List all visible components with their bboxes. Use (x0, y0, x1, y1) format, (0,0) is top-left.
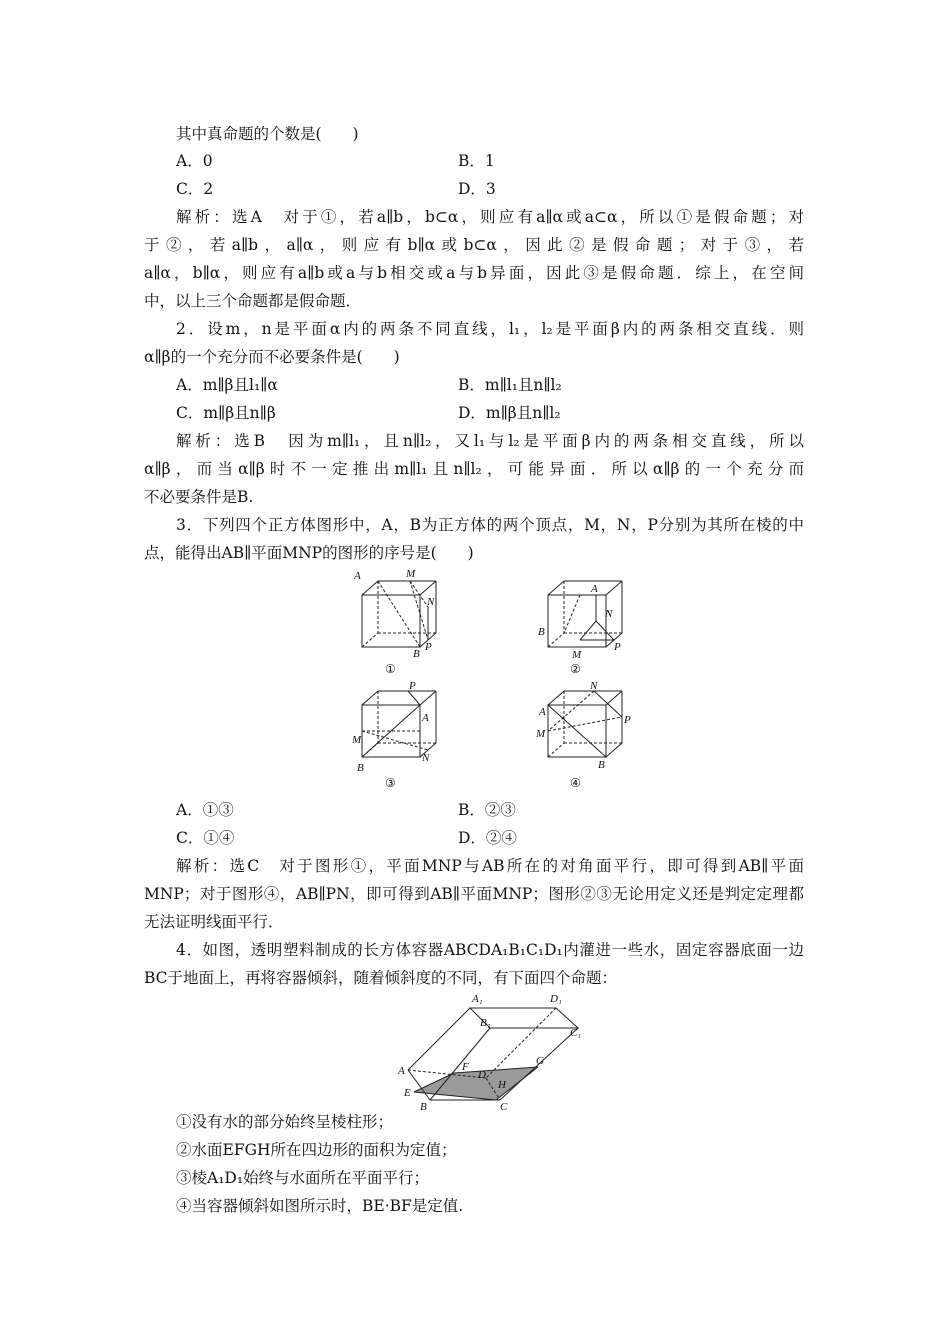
q3-solution-line: 解析：选C 对于图形①，平面MNP与AB所在的对角面平行，即可得到AB∥平面 (176, 857, 804, 875)
q4-label: G (536, 1055, 544, 1067)
q3-solution-line: 无法证明线面平行． (144, 913, 284, 931)
f1-label: M (406, 568, 416, 580)
q4-label: C₁ (570, 1027, 582, 1039)
q2-option-d: D．m∥β且n∥l₂ (458, 404, 561, 422)
f2-label: M (572, 649, 582, 661)
q4-label: H (498, 1079, 506, 1091)
q3-stem-line: 3．下列四个正方体图形中，A，B为正方体的两个顶点，M，N，P分别为其所在棱的中 (176, 516, 804, 534)
q4-proposition: ②水面EFGH所在四边形的面积为定值； (176, 1141, 457, 1159)
q1-solution-line: a∥α，b∥α，则应有a∥b或a与b相交或a与b异面，因此③是假命题．综上，在空间 (144, 264, 804, 282)
cube-figure-1 (362, 581, 436, 647)
q1-option-b: B．1 (458, 152, 495, 170)
q4-label: D (478, 1069, 486, 1081)
f3-label: B (357, 762, 364, 774)
q2-solution-line: 解析：选B 因为m∥l₁，且n∥l₂，又l₁与l₂是平面β内的两条相交直线，所以 (176, 432, 804, 450)
f2-label: P (614, 641, 621, 653)
q4-label: C (500, 1101, 508, 1110)
q1-solution-line: 解析：选A 对于①，若a∥b，b⊂α，则应有a∥α或a⊂α，所以①是假命题；对 (176, 208, 804, 226)
f1-label: A (354, 570, 361, 582)
q1-option-a: A．0 (176, 152, 213, 170)
q3-option-a: A．①③ (176, 801, 234, 819)
f3-label: N (422, 752, 430, 764)
f1-label: B (413, 648, 420, 660)
f4-label: N (590, 680, 598, 692)
q2-option-c: C．m∥β且n∥β (176, 404, 276, 422)
f2-label: N (605, 608, 613, 620)
q1-solution-line: 于②，若a∥b，a∥α，则应有b∥α或b⊂α，因此②是假命题；对于③，若 (144, 236, 804, 254)
figure-caption-4: ④ (570, 776, 581, 790)
q2-solution-line: 不必要条件是B. (144, 488, 254, 506)
cube-figure-4 (548, 691, 622, 757)
f2-label: B (538, 626, 545, 638)
figure-caption-3: ③ (385, 776, 396, 790)
f3-label: M (352, 734, 362, 746)
q1-solution-line: 中，以上三个命题都是假命题． (144, 292, 362, 310)
q4-container-figure (390, 990, 600, 1110)
q4-label: E (404, 1087, 411, 1099)
q3-solution-line: MNP；对于图形④，AB∥PN，即可得到AB∥平面MNP；图形②③无论用定义还是判定定理都 (144, 885, 804, 903)
f4-label: A (539, 706, 546, 718)
q2-stem-line: α∥β的一个充分而不必要条件是( ) (144, 348, 400, 366)
q4-stem-line: BC于地面上，再将容器倾斜，随着倾斜度的不同，有下面四个命题： (144, 969, 618, 987)
figure-caption-1: ① (385, 662, 396, 676)
q4-label: D₁ (550, 993, 562, 1005)
q4-label: B₁ (480, 1017, 491, 1029)
cube-figure-3 (362, 691, 436, 757)
f4-label: M (536, 728, 546, 740)
f2-label: A (591, 583, 598, 595)
q2-stem-line: 2．设m，n是平面α内的两条不同直线，l₁，l₂是平面β内的两条相交直线．则 (176, 320, 804, 338)
q2-option-b: B．m∥l₁且n∥l₂ (458, 376, 562, 394)
q3-option-b: B．②③ (458, 801, 516, 819)
q4-proposition: ①没有水的部分始终呈棱柱形； (176, 1113, 394, 1131)
q2-option-a: A．m∥β且l₁∥α (176, 376, 278, 394)
q3-option-c: C．①④ (176, 829, 235, 847)
f4-label: B (598, 759, 605, 771)
q3-option-d: D．②④ (458, 829, 517, 847)
f4-label: P (624, 714, 631, 726)
q4-label: B (420, 1101, 427, 1110)
q4-proposition: ④当容器倾斜如图所示时，BE·BF是定值. (176, 1197, 464, 1215)
f1-label: N (427, 596, 435, 608)
f3-label: P (409, 680, 416, 692)
q4-stem-line: 4．如图，透明塑料制成的长方体容器ABCDA₁B₁C₁D₁内灌进一些水，固定容器底面一边 (176, 941, 804, 959)
q4-label: F (462, 1061, 469, 1073)
figure-caption-2: ② (570, 662, 581, 676)
q1-stem-end: 其中真命题的个数是( ) (176, 125, 359, 143)
q2-solution-line: α∥β，而当α∥β时不一定推出m∥l₁且n∥l₂，可能异面．所以α∥β的一个充分而 (144, 460, 804, 478)
q3-cube-figures (330, 565, 650, 795)
f3-label: A (422, 712, 429, 724)
q1-option-c: C．2 (176, 180, 214, 198)
q4-label: A₁ (472, 993, 483, 1005)
q3-stem-line: 点，能得出AB∥平面MNP的图形的序号是( ) (144, 544, 474, 562)
q4-label: A (398, 1065, 405, 1077)
q4-proposition: ③棱A₁D₁始终与水面所在平面平行； (176, 1169, 430, 1187)
f1-label: P (425, 641, 432, 653)
q1-option-d: D．3 (458, 180, 496, 198)
